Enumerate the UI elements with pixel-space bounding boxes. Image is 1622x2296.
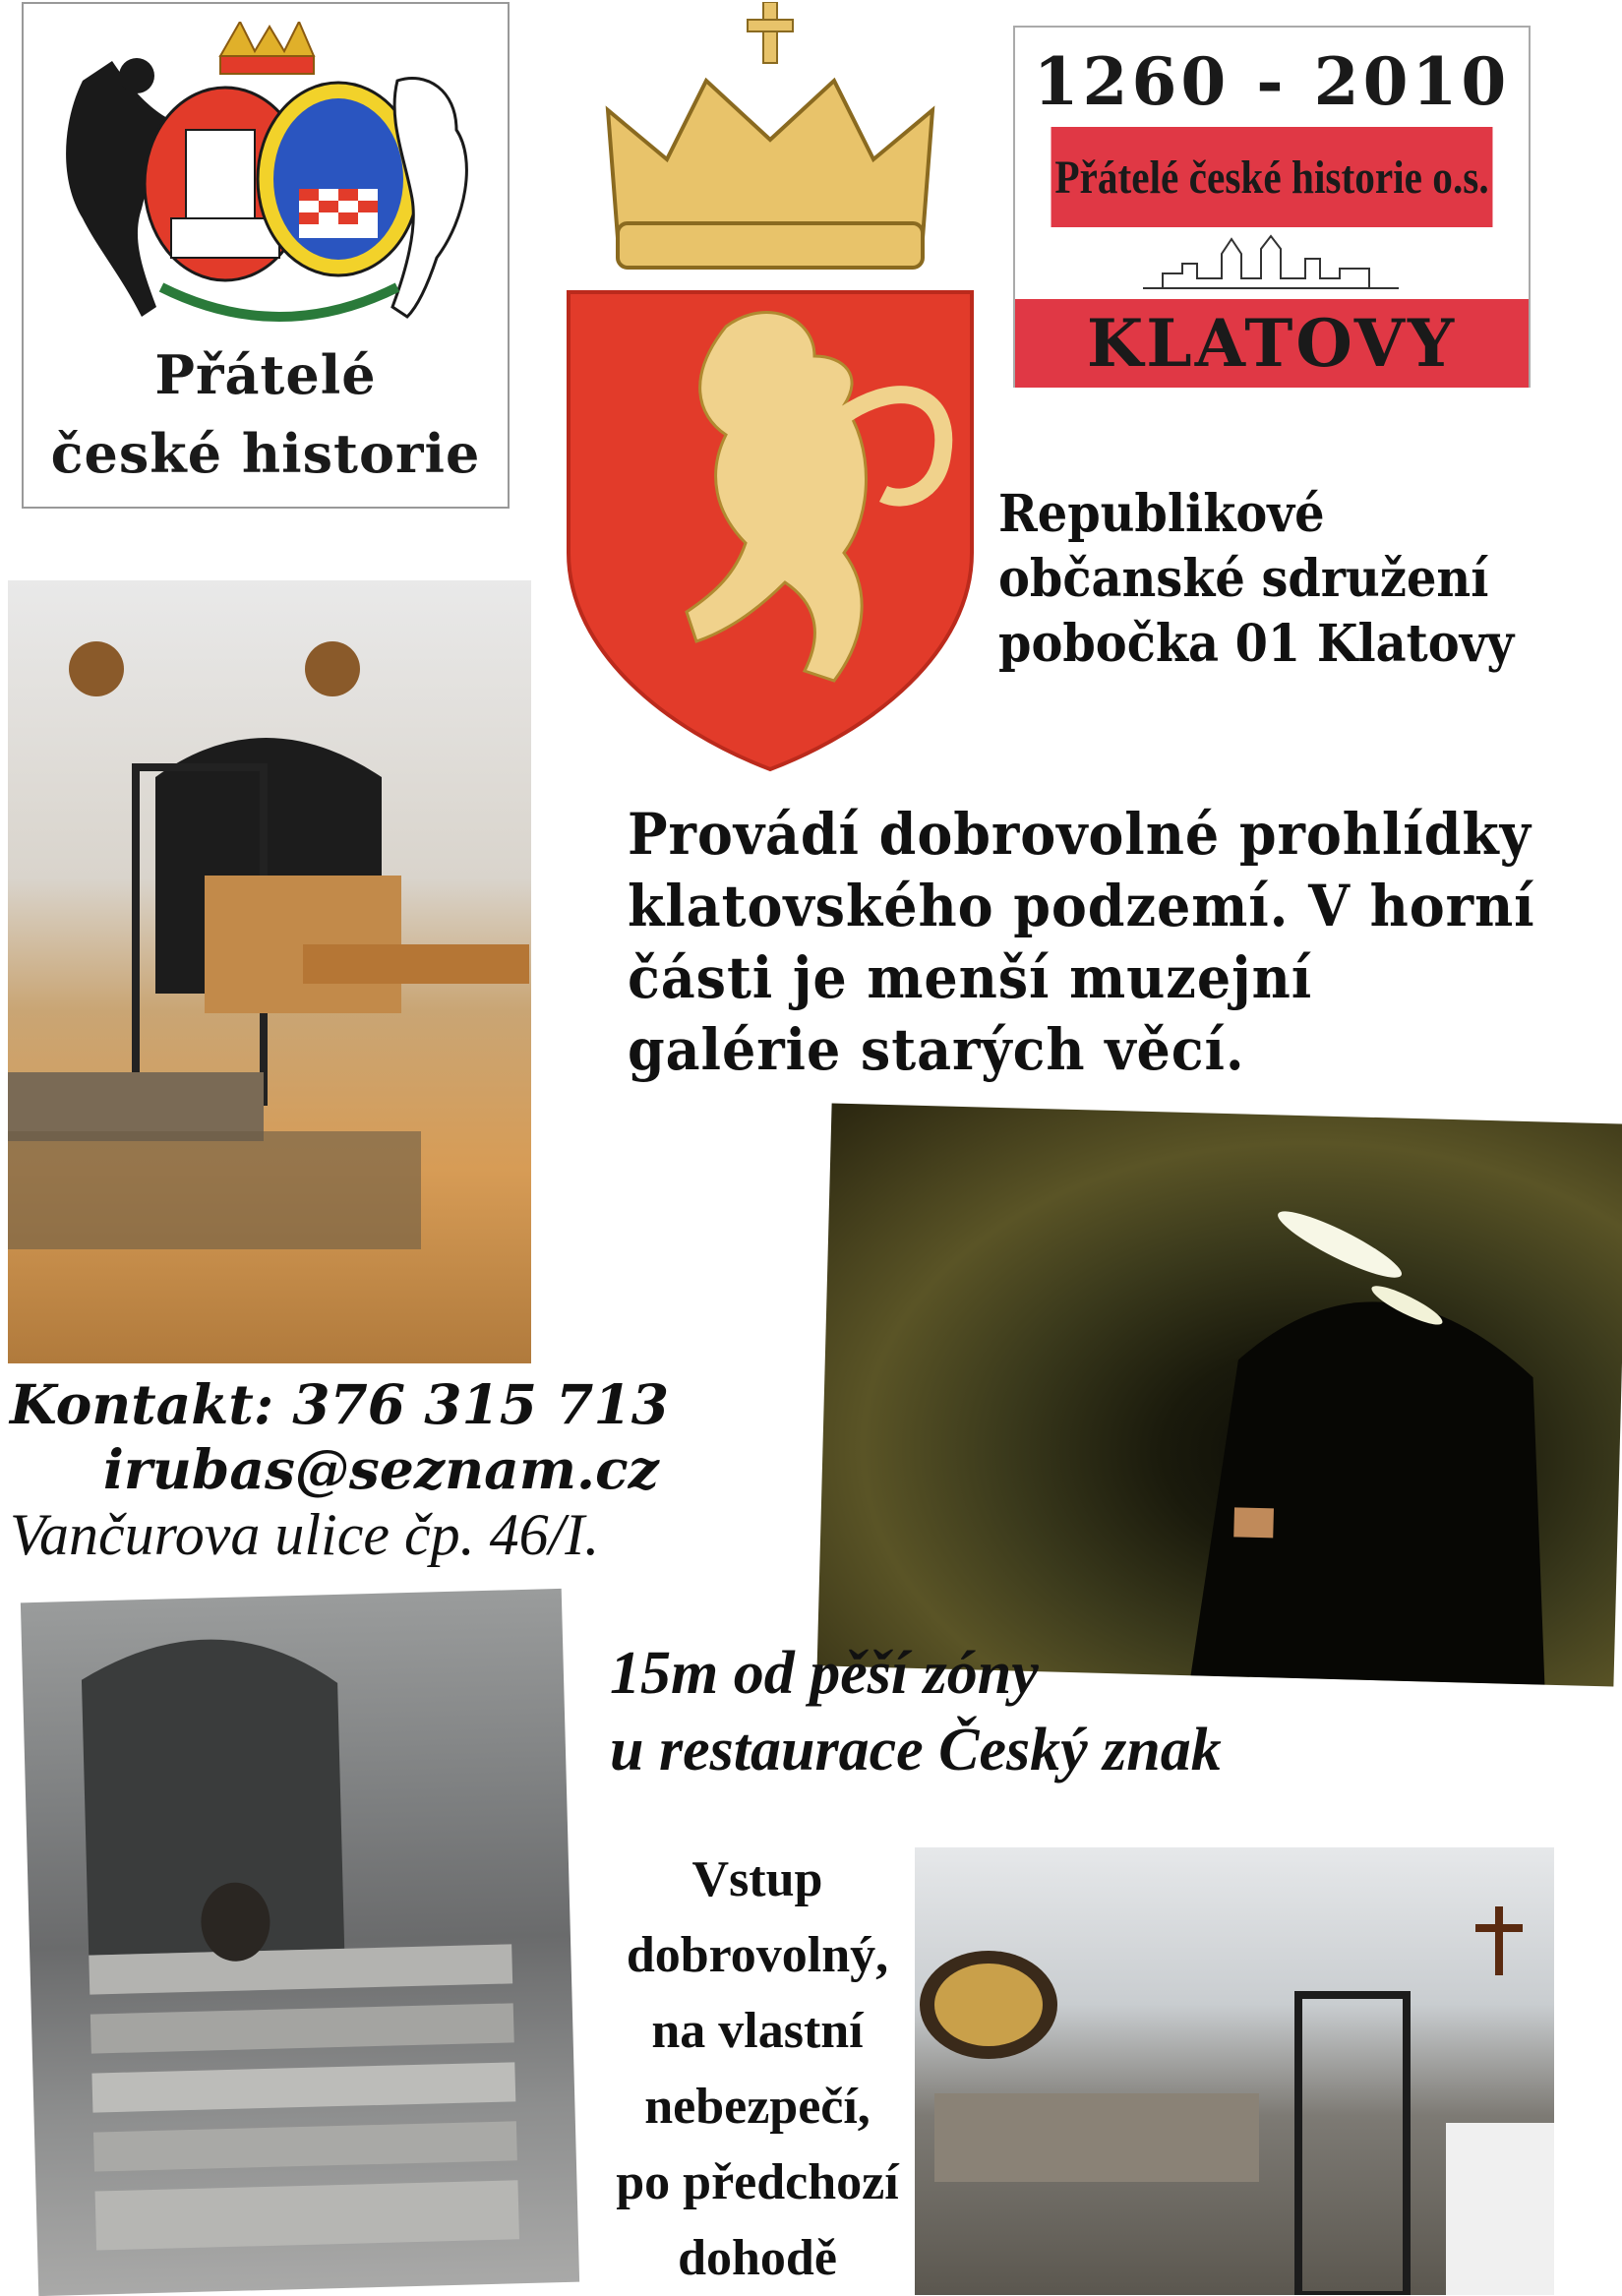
entry-line: nebezpečí, xyxy=(644,2079,871,2135)
tunnel-scene-icon xyxy=(817,1103,1622,1686)
location-line: 15m od pěší zóny xyxy=(610,1640,1039,1707)
museum-photo xyxy=(8,580,531,1363)
location-text xyxy=(610,1635,1222,1788)
bohemian-lion-coat-of-arms-icon xyxy=(549,2,991,774)
entry-line: Vstup xyxy=(691,1851,823,1907)
stairs-scene-icon xyxy=(21,1589,579,2296)
association-line: občanské sdružení xyxy=(998,549,1489,609)
badge-org: Přátelé české historie o.s. xyxy=(1051,127,1493,227)
contact-block xyxy=(10,1372,669,1567)
association-line: pobočka 01 Klatovy xyxy=(998,614,1515,674)
contact-phone: Kontakt: 376 315 713 xyxy=(10,1372,669,1436)
museum-scene-icon xyxy=(8,580,531,1363)
badge-years: 1260 - 2010 xyxy=(1033,43,1511,120)
location-line: u restaurace Český znak xyxy=(610,1717,1222,1783)
entry-text xyxy=(590,1842,925,2296)
description-line: Provádí dobrovolné prohlídky xyxy=(628,801,1532,868)
crown-icon xyxy=(608,81,932,238)
description-line: galérie starých věcí. xyxy=(628,1016,1245,1083)
entry-line: dobrovolný, xyxy=(626,1927,889,1983)
logo-line-1: Přátelé xyxy=(154,343,377,406)
contact-address: Vančurova ulice čp. 46/I. xyxy=(10,1502,600,1567)
logo-line-2: české historie xyxy=(50,422,481,485)
stairs-photo xyxy=(21,1589,579,2296)
entry-line: po předchozí xyxy=(616,2154,899,2210)
cellar-room-photo xyxy=(915,1847,1554,2295)
cellar-room-scene-icon xyxy=(915,1847,1554,2295)
association-line: Republikové xyxy=(998,484,1325,544)
description-line: části je menší muzejní xyxy=(628,944,1313,1011)
entry-line: na vlastní xyxy=(651,2003,864,2059)
description-text xyxy=(628,799,1535,1086)
skyline-icon xyxy=(1143,234,1399,293)
association-text xyxy=(998,482,1514,677)
anniversary-badge xyxy=(1013,26,1531,388)
society-logo xyxy=(22,2,510,509)
tunnel-photo xyxy=(817,1103,1622,1686)
entry-line: dohodě xyxy=(678,2230,837,2286)
contact-email: irubas@seznam.cz xyxy=(103,1437,659,1501)
dual-coat-of-arms-icon xyxy=(43,22,492,336)
description-line: klatovského podzemí. V horní xyxy=(628,873,1535,939)
badge-city: KLATOVY xyxy=(1015,299,1529,388)
